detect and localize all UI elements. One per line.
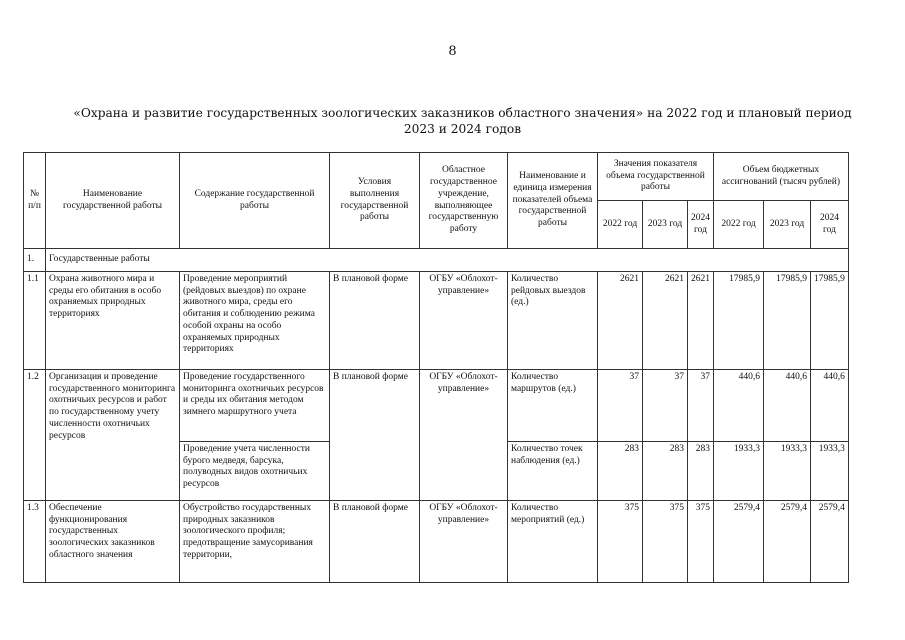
work-indicator: Количество рейдовых выездов (ед.) (508, 272, 598, 370)
work-indicator: Количество мероприятий (ед.) (508, 501, 598, 583)
title-line-2: 2023 и 2024 годов (403, 122, 522, 136)
budget-2024: 1933,3 (811, 442, 849, 501)
document-title (40, 105, 885, 137)
work-conditions: В плановой форме (330, 501, 420, 583)
work-indicator: Количество маршрутов (ед.) (508, 370, 598, 442)
header-values-2022: 2022 год (598, 201, 643, 249)
budget-2022: 17985,9 (714, 272, 764, 370)
header-budget-2023: 2023 год (764, 201, 811, 249)
header-content: Содержание государственной работы (180, 153, 330, 249)
work-institution: ОГБУ «Облохот-управление» (420, 272, 508, 370)
header-name: Наименование государственной работы (46, 153, 180, 249)
row-num: 1.3 (24, 501, 46, 583)
budget-2023: 17985,9 (764, 272, 811, 370)
value-2022: 375 (598, 501, 643, 583)
work-name: Обеспечение функционирования государственных зоологических заказников областного значения (46, 501, 180, 583)
budget-2024: 17985,9 (811, 272, 849, 370)
work-institution: ОГБУ «Облохот-управление» (420, 370, 508, 501)
value-2022: 37 (598, 370, 643, 442)
work-name: Организация и проведение государственного мониторинга охотничьих ресурсов и работ по государственному учету численности охотничьих ресурсов (46, 370, 180, 501)
work-content: Проведение учета численности бурого медведя, барсука, полуводных видов охотничьих ресурсов (180, 442, 330, 501)
section-label: Государственные работы (46, 249, 849, 272)
header-values: Значения показателя объема государственной работы (598, 153, 714, 201)
header-institution: Областное государственное учреждение, выполняющее государственную работу (420, 153, 508, 249)
value-2024: 283 (688, 442, 714, 501)
page-number: 8 (448, 44, 457, 59)
value-2023: 283 (643, 442, 688, 501)
budget-2022: 2579,4 (714, 501, 764, 583)
budget-2022: 1933,3 (714, 442, 764, 501)
work-content: Проведение государственного мониторинга охотничьих ресурсов и среды их обитания методом зимнего маршрутного учета (180, 370, 330, 442)
table-row (24, 501, 849, 583)
work-conditions: В плановой форме (330, 272, 420, 370)
header-values-2024: 2024 год (688, 201, 714, 249)
header-num: № п/п (24, 153, 46, 249)
header-budget-2024: 2024 год (811, 201, 849, 249)
works-table (23, 152, 849, 583)
work-indicator: Количество точек наблюдения (ед.) (508, 442, 598, 501)
header-values-2023: 2023 год (643, 201, 688, 249)
table-row (24, 272, 849, 370)
section-num: 1. (24, 249, 46, 272)
value-2023: 37 (643, 370, 688, 442)
work-content: Проведение мероприятий (рейдовых выездов) по охране животного мира, среды его обитания и соблюдению режима особой охраны на особо охраняемых природных территориях (180, 272, 330, 370)
value-2023: 2621 (643, 272, 688, 370)
header-indicator: Наименование и единица измерения показателей объема государственной работы (508, 153, 598, 249)
row-num: 1.1 (24, 272, 46, 370)
work-name: Охрана животного мира и среды его обитания в особо охраняемых природных территориях (46, 272, 180, 370)
budget-2022: 440,6 (714, 370, 764, 442)
value-2023: 375 (643, 501, 688, 583)
value-2024: 2621 (688, 272, 714, 370)
budget-2023: 1933,3 (764, 442, 811, 501)
budget-2024: 440,6 (811, 370, 849, 442)
header-conditions: Условия выполнения государственной работы (330, 153, 420, 249)
title-line-1: «Охрана и развитие государственных зоологических заказников областного значения» на 2022 год и плановый период (73, 106, 852, 120)
budget-2023: 440,6 (764, 370, 811, 442)
row-num: 1.2 (24, 370, 46, 501)
value-2022: 283 (598, 442, 643, 501)
value-2024: 37 (688, 370, 714, 442)
work-conditions: В плановой форме (330, 370, 420, 501)
budget-2024: 2579,4 (811, 501, 849, 583)
budget-2023: 2579,4 (764, 501, 811, 583)
header-budget: Объем бюджетных ассигнований (тысяч рублей) (714, 153, 849, 201)
value-2022: 2621 (598, 272, 643, 370)
work-content: Обустройство государственных природных заказников зоологического профиля; предотвращение замусоривания территории, (180, 501, 330, 583)
table-row (24, 370, 849, 442)
work-institution: ОГБУ «Облохот-управление» (420, 501, 508, 583)
value-2024: 375 (688, 501, 714, 583)
header-budget-2022: 2022 год (714, 201, 764, 249)
